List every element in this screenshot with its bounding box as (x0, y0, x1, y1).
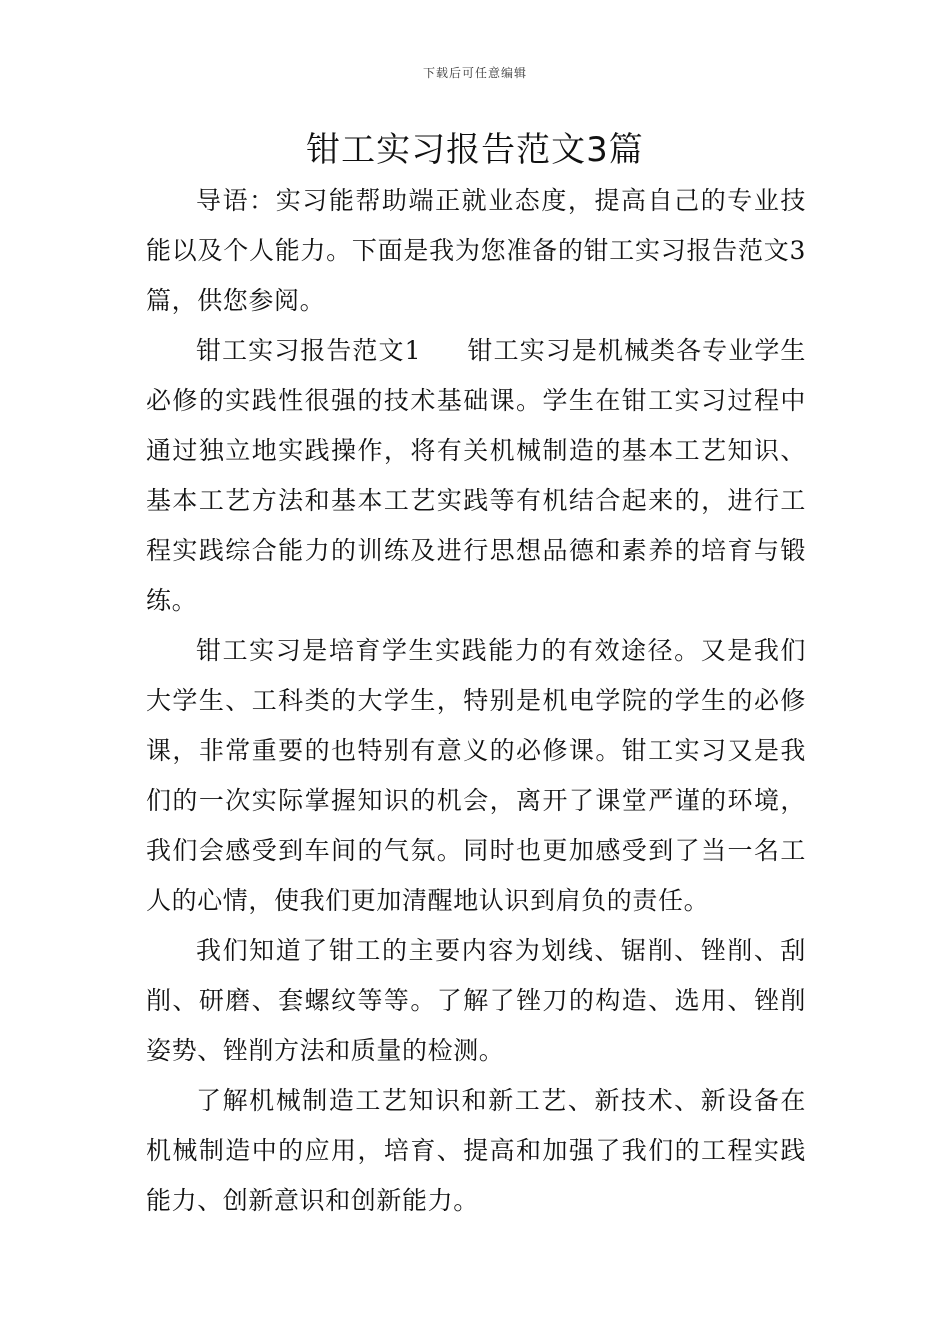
document-body (146, 176, 806, 1226)
section-1-text: 钳工实习是机械类各专业学生必修的实践性很强的技术基础课。学生在钳工实习过程中通过独立地实践操作，将有关机械制造的基本工艺知识、基本工艺方法和基本工艺实践等有机结合起来的，进行工程实践综合能力的训练及进行思想品德和素养的培育与锻练。 (146, 336, 806, 615)
body-paragraph: 钳工实习是培育学生实践能力的有效途径。又是我们大学生、工科类的大学生，特别是机电学院的学生的必修课，非常重要的也特别有意义的必修课。钳工实习又是我们的一次实际掌握知识的机会，离开了课堂严谨的环境，我们会感受到车间的气氛。同时也更加感受到了当一名工人的心情，使我们更加清醒地认识到肩负的责任。 (146, 636, 806, 915)
intro-paragraph: 导语：实习能帮助端正就业态度，提高自己的专业技能以及个人能力。下面是我为您准备的钳工实习报告范文3篇，供您参阅。 (146, 186, 806, 315)
section-heading: 钳工实习报告范文1 (196, 336, 422, 365)
page-title: 钳工实习报告范文3篇 (306, 130, 644, 170)
body-paragraph: 我们知道了钳工的主要内容为划线、锯削、锉削、刮削、研磨、套螺纹等等。了解了锉刀的构造、选用、锉削姿势、锉削方法和质量的检测。 (146, 936, 806, 1065)
section-1-paragraph (146, 326, 806, 626)
body-paragraph: 了解机械制造工艺知识和新工艺、新技术、新设备在机械制造中的应用，培育、提高和加强了我们的工程实践能力、创新意识和创新能力。 (146, 1086, 806, 1215)
header-note: 下载后可任意编辑 (422, 66, 527, 80)
